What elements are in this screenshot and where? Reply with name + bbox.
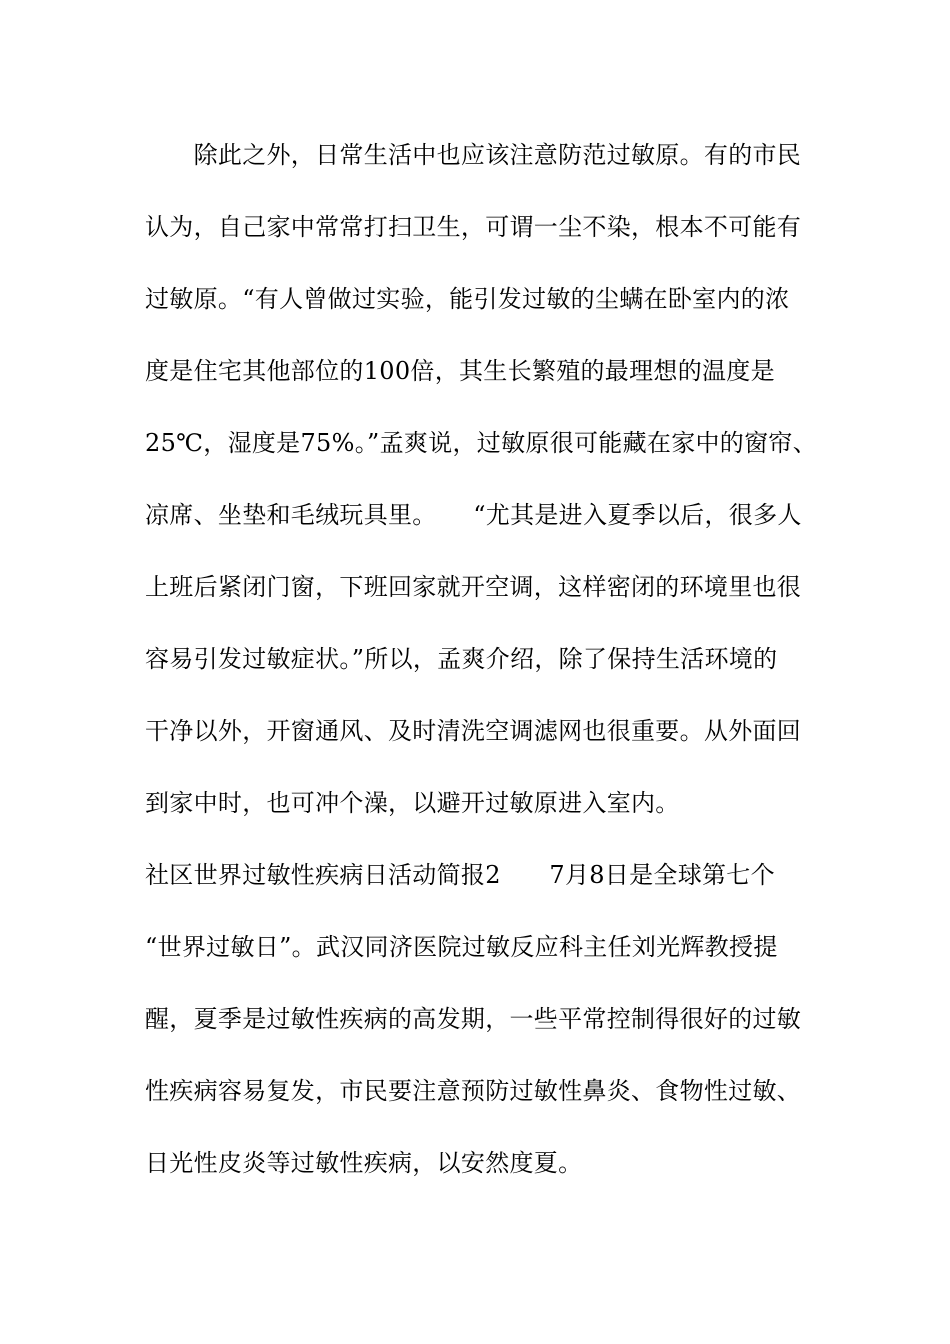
section-heading-line: 社区世界过敏性疾病日活动简报2 7月8日是全球第七个: [145, 861, 775, 889]
text-line: 醒，夏季是过敏性疾病的高发期，一些平常控制得很好的过敏: [145, 1005, 802, 1033]
text-line: 凉席、坐垫和毛绒玩具里。 “尤其是进入夏季以后，很多人: [145, 501, 802, 529]
text-line: 度是住宅其他部位的100倍，其生长繁殖的最理想的温度是: [145, 357, 775, 385]
text-line: 日光性皮炎等过敏性疾病，以安然度夏。: [145, 1149, 583, 1177]
text-line: 过敏原。“有人曾做过实验，能引发过敏的尘螨在卧室内的浓: [145, 285, 790, 313]
text-line: 干净以外，开窗通风、及时清洗空调滤网也很重要。从外面回: [145, 717, 802, 745]
text-line: 除此之外，日常生活中也应该注意防范过敏原。有的市民: [145, 141, 802, 169]
text-line: 上班后紧闭门窗，下班回家就开空调，这样密闭的环境里也很: [145, 573, 802, 601]
text-line: 25℃，湿度是75%。”孟爽说，过敏原很可能藏在家中的窗帘、: [145, 429, 817, 457]
text-line: 认为，自己家中常常打扫卫生，可谓一尘不染，根本不可能有: [145, 213, 802, 241]
text-line: 性疾病容易复发，市民要注意预防过敏性鼻炎、食物性过敏、: [145, 1077, 802, 1105]
text-line: 容易引发过敏症状。”所以，孟爽介绍，除了保持生活环境的: [145, 645, 778, 673]
text-line: “世界过敏日”。武汉同济医院过敏反应科主任刘光辉教授提: [145, 933, 778, 961]
text-line: 到家中时，也可冲个澡，以避开过敏原进入室内。: [145, 789, 680, 817]
